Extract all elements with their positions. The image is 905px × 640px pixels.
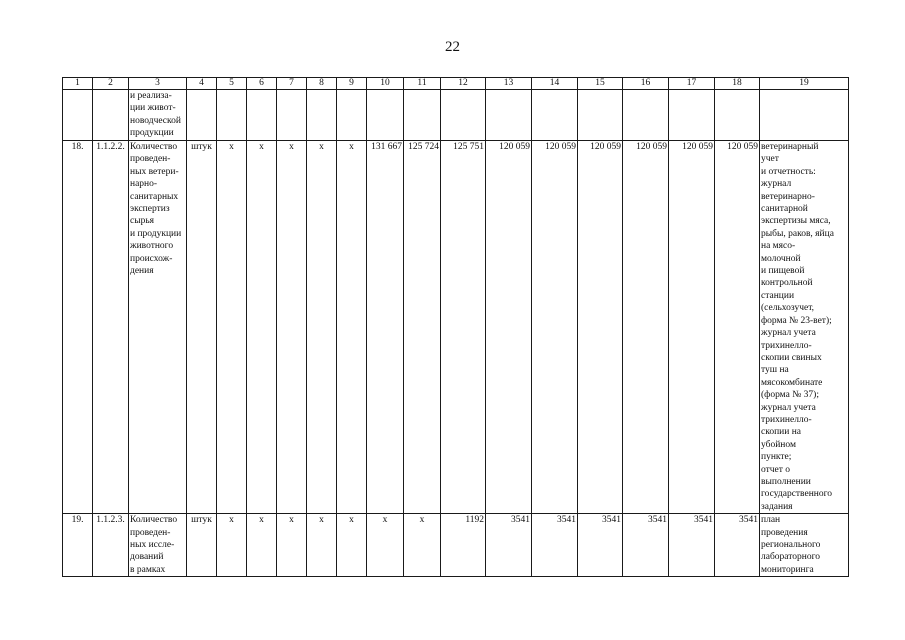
table-cell [187,90,217,141]
value-cell: 131 667 [367,141,404,514]
value-cell: 120 059 [486,141,532,514]
header-cell: 17 [669,78,715,90]
value-cell: 3541 [532,514,578,577]
table-row [63,141,849,514]
table-cell [93,90,129,141]
table-cell [486,90,532,141]
row-code-cell: 1.1.2.2. [93,141,129,514]
value-cell: 3541 [669,514,715,577]
table-cell [63,90,93,141]
header-cell: 10 [367,78,404,90]
value-cell: x [247,141,277,514]
data-source-cell: ветеринарный учет и отчетность: журнал ветеринарно- санитарной экспертизы мяса, рыбы, раков, яйца на мясо- молочной и пищевой контрольной станции (сельхозучет, форма № 23-вет); журнал учета трихинелло- скопии свиных туш на мясокомбинате (форма № 37); журнал учета трихинелло- скопии на убойном пункте; отчет о выполнении государственного задания [760,141,849,514]
header-cell: 2 [93,78,129,90]
header-cell: 7 [277,78,307,90]
table-cell [760,90,849,141]
header-cell: 1 [63,78,93,90]
table-cell [247,90,277,141]
value-cell: 3541 [578,514,623,577]
value-cell: 120 059 [669,141,715,514]
value-cell: 3541 [715,514,760,577]
header-cell: 18 [715,78,760,90]
value-cell: 125 751 [441,141,486,514]
value-cell: 1192 [441,514,486,577]
value-cell: 120 059 [623,141,669,514]
table-cell [307,90,337,141]
header-cell: 14 [532,78,578,90]
value-cell: 120 059 [532,141,578,514]
header-row [63,78,849,90]
indicators-table [62,77,849,577]
continuation-row [63,90,849,141]
value-cell: x [337,514,367,577]
table-cell [441,90,486,141]
table-cell [623,90,669,141]
header-cell: 12 [441,78,486,90]
header-cell: 4 [187,78,217,90]
header-cell: 5 [217,78,247,90]
header-cell: 6 [247,78,277,90]
indicator-name-cell: Количество проведен- ных ветери- нарно- санитарных экспертиз сырья и продукции животного происхож- дения [129,141,187,514]
unit-cell: штук [187,514,217,577]
header-cell: 16 [623,78,669,90]
table-row [63,514,849,577]
unit-cell: штук [187,141,217,514]
header-cell: 11 [404,78,441,90]
value-cell: x [307,141,337,514]
header-cell: 13 [486,78,532,90]
value-cell: x [307,514,337,577]
value-cell: 125 724 [404,141,441,514]
value-cell: x [217,514,247,577]
value-cell: x [217,141,247,514]
table-cell [532,90,578,141]
value-cell: 120 059 [578,141,623,514]
value-cell: x [247,514,277,577]
value-cell: x [277,514,307,577]
value-cell: x [367,514,404,577]
value-cell: 3541 [623,514,669,577]
table-cell [404,90,441,141]
page-number: 22 [445,39,460,55]
table-cell [217,90,247,141]
value-cell: x [337,141,367,514]
header-cell: 9 [337,78,367,90]
table-cell [337,90,367,141]
table-cell [367,90,404,141]
header-cell: 8 [307,78,337,90]
table-cell [277,90,307,141]
indicator-name-cell: и реализа- ции живот- новодческой продукции [129,90,187,141]
row-code-cell: 1.1.2.3. [93,514,129,577]
header-cell: 15 [578,78,623,90]
indicator-name-cell: Количество проведен- ных иссле- дований в рамках [129,514,187,577]
header-cell: 19 [760,78,849,90]
table-cell [715,90,760,141]
data-source-cell: план проведения регионального лабораторного мониторинга [760,514,849,577]
table-cell [669,90,715,141]
value-cell: x [277,141,307,514]
row-number-cell: 19. [63,514,93,577]
row-number-cell: 18. [63,141,93,514]
value-cell: x [404,514,441,577]
table-cell [578,90,623,141]
header-cell: 3 [129,78,187,90]
value-cell: 120 059 [715,141,760,514]
value-cell: 3541 [486,514,532,577]
